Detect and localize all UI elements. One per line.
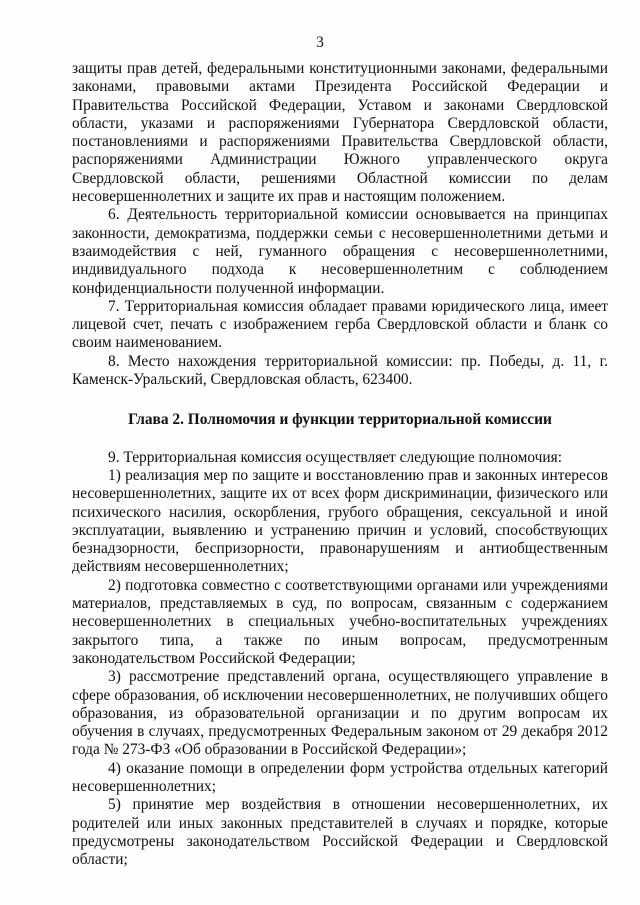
list-item-5: 5) принятие мер воздействия в отношении несовершеннолетних, их родителей или иных законных представителей в случаях и порядке, которые предусмотрены законодательством Российской Федерации и Свердловской области; [72, 796, 608, 869]
document-body [72, 60, 608, 869]
continuation-paragraph: защиты прав детей, федеральными конституционными законами, федеральными законами, правовыми актами Президента Российской Федерации и Правительства Российской Федерации, Уставом и законами Свердловской области, указами и распоряжениями Губернатора Свердловской области, постановлениями и распоряжениями Правительства Свердловской области, распоряжениями Администрации Южного управленческого округа Свердловской области, решениями Областной комиссии по делам несовершеннолетних и защите их прав и настоящим положением. [72, 60, 608, 206]
list-item-3: 3) рассмотрение представлений органа, осуществляющего управление в сфере образования, об исключении несовершеннолетних, не получивших общего образования, из образовательной организации и по другим вопросам их обучения в случаях, предусмотренных Федеральным законом от 29 декабря 2012 года № 273-ФЗ «Об образовании в Российской Федерации»; [72, 668, 608, 759]
paragraph-7: 7. Территориальная комиссия обладает правами юридического лица, имеет лицевой счет, печать с изображением герба Свердловской области и бланк со своим наименованием. [72, 297, 608, 352]
list-item-4: 4) оказание помощи в определении форм устройства отдельных категорий несовершеннолетних; [72, 759, 608, 795]
paragraph-8: 8. Место нахождения территориальной комиссии: пр. Победы, д. 11, г. Каменск-Уральский, Свердловская область, 623400. [72, 352, 608, 389]
paragraph-6: 6. Деятельность территориальной комиссии основывается на принципах законности, демократизма, поддержки семьи с несовершеннолетними детьми и взаимодействия с ней, гуманного обращения с несовершеннолетними, индивидуального подхода к несовершеннолетним с соблюдением конфиденциальности полученной информации. [72, 206, 608, 297]
paragraph-9: 9. Территориальная комиссия осуществляет следующие полномочия: [108, 448, 562, 466]
list-item-1: 1) реализация мер по защите и восстановлению прав и законных интересов несовершеннолетних, защите их от всех форм дискриминации, физического или психического насилия, оскорбления, грубого обращения, сексуальной и иной эксплуатации, выявлению и устранению причин и условий, способствующих безнадзорности, беспризорности, правонарушениям и антиобщественным действиям несовершеннолетних; [72, 466, 608, 576]
list-item-2: 2) подготовка совместно с соответствующими органами или учреждениями материалов, представляемых в суд, по вопросам, связанным с содержанием несовершеннолетних в специальных учебно-воспитательных учреждениях закрытого типа, а также по иным вопросам, предусмотренным законодательством Российской Федерации; [72, 576, 608, 667]
page-number: 3 [316, 34, 324, 51]
chapter-heading: Глава 2. Полномочия и функции территориальной комиссии [128, 411, 552, 429]
